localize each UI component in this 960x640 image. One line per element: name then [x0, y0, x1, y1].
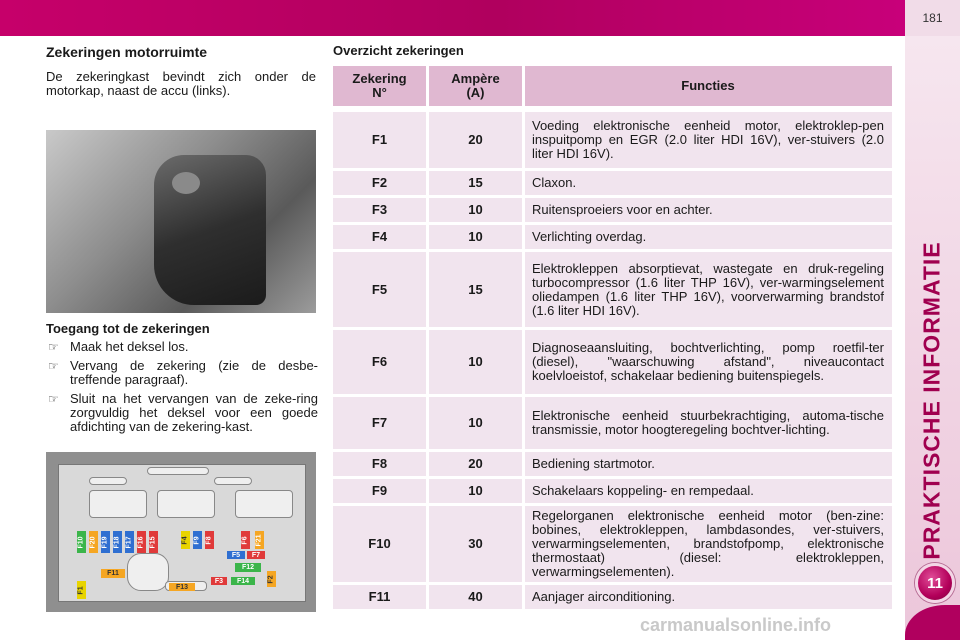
table-row: F9 10 Schakelaars koppeling- en rempedaal. [333, 479, 892, 503]
fuse-f11: F11 [101, 569, 125, 578]
fuse-f19: F19 [101, 531, 110, 553]
fuse-f4: F4 [181, 531, 190, 549]
access-section [46, 322, 318, 439]
fuse-f6: F6 [241, 531, 250, 549]
table-row: F10 30 Regelorganen elektronische eenheid motor (ben-zine: bobines, elektrokleppen, lambdasondes, ver-stuivers, verwarmingselementen, brandstofpomp, elektronische thermostaat) (diesel: elektrokleppen, verwarmingselementen). [333, 506, 892, 582]
engine-bay-photo [46, 130, 316, 313]
step-item: ☞ Vervang de zekering (zie de desbe-treffende paragraaf). [48, 358, 318, 387]
fuse-f1: F1 [77, 581, 86, 599]
connector-slot [147, 467, 209, 475]
fusebox-board [58, 464, 306, 602]
table-row: F3 10 Ruitensproeiers voor en achter. [333, 198, 892, 222]
header-fuse-no: Zekering N° [333, 66, 426, 106]
table-row: F4 10 Verlichting overdag. [333, 225, 892, 249]
table-row: F8 20 Bediening startmotor. [333, 452, 892, 476]
lid-cap [172, 172, 200, 194]
relay-block [127, 553, 169, 591]
pointing-hand-icon: ☞ [48, 359, 59, 373]
chapter-title: PRAKTISCHE INFORMATIE [919, 240, 946, 560]
fuse-f10: F10 [77, 531, 86, 553]
fuse-f13: F13 [169, 583, 195, 591]
pointing-hand-icon: ☞ [48, 392, 59, 406]
fuse-f20: F20 [89, 531, 98, 553]
table-row: F2 15 Claxon. [333, 171, 892, 195]
table-title: Overzicht zekeringen [333, 43, 464, 58]
intro-text: De zekeringkast bevindt zich onder de motorkap, naast de accu (links). [46, 69, 316, 98]
table-row: F7 10 Elektronische eenheid stuurbekrachtiging, automa-tische transmissie, motor hoogteregeling bochtver-lichting. [333, 397, 892, 449]
fuse-f3: F3 [211, 577, 227, 585]
fuse-f14: F14 [231, 577, 255, 585]
chapter-badge: 11 [915, 563, 955, 603]
fuse-f16: F16 [137, 531, 146, 553]
fuse-f8: F8 [205, 531, 214, 549]
access-title: Toegang tot de zekeringen [46, 321, 210, 336]
table-row: F1 20 Voeding elektronische eenheid motor, elektroklep-pen inspuitpomp en EGR (2.0 liter HDI 16V), ver-stuivers (2.0 liter HDI 16V). [333, 112, 892, 168]
section-title: Zekeringen motorruimte [46, 44, 208, 60]
fusebox-diagram [46, 452, 316, 612]
fuse-f12: F12 [235, 563, 261, 572]
relay-block [89, 490, 147, 518]
fuse-f17: F17 [125, 531, 134, 553]
table-row: F11 40 Aanjager airconditioning. [333, 585, 892, 609]
relay-block [235, 490, 293, 518]
page-number: 181 [905, 0, 960, 36]
header-functions: Functies [525, 66, 892, 106]
access-steps [46, 340, 318, 434]
fuse-f7: F7 [247, 551, 265, 559]
fuse-f18: F18 [113, 531, 122, 553]
header-ampere: Ampère (A) [429, 66, 522, 106]
fuse-f9: F9 [193, 531, 202, 549]
step-item: ☞ Maak het deksel los. [48, 339, 189, 354]
fuse-f5: F5 [227, 551, 245, 559]
table-header [333, 66, 892, 106]
fuse-f15: F15 [149, 531, 158, 553]
connector-slot [89, 477, 127, 485]
watermark: carmanualsonline.info [640, 615, 832, 635]
table-row: F5 15 Elektrokleppen absorptievat, wastegate en druk-regeling turbocompressor (1.6 liter THP 16V), ver-warmingselement oliedampen (1.6 liter THP 16V), voorverwarming brandstof (1.6 liter HDI 16V). [333, 252, 892, 327]
top-banner [0, 0, 905, 36]
connector-slot [214, 477, 252, 485]
fuse-f21: F21 [255, 531, 264, 549]
fuse-f2: F2 [267, 571, 276, 587]
fusebox-lid [154, 155, 266, 305]
fuse-table [333, 66, 892, 612]
pointing-hand-icon: ☞ [48, 340, 59, 354]
relay-block [157, 490, 215, 518]
step-item: ☞ Sluit na het vervangen van de zeke-ring zorgvuldig het deksel voor een goede afdichting van de zekering-kast. [48, 391, 318, 434]
table-row: F6 10 Diagnoseaansluiting, bochtverlichting, pomp roetfil-ter (diesel), "waarschuwing afstand", niveaucontact koelvloeistof, schakelaar bediening buitenspiegels. [333, 330, 892, 394]
left-column [46, 40, 316, 98]
